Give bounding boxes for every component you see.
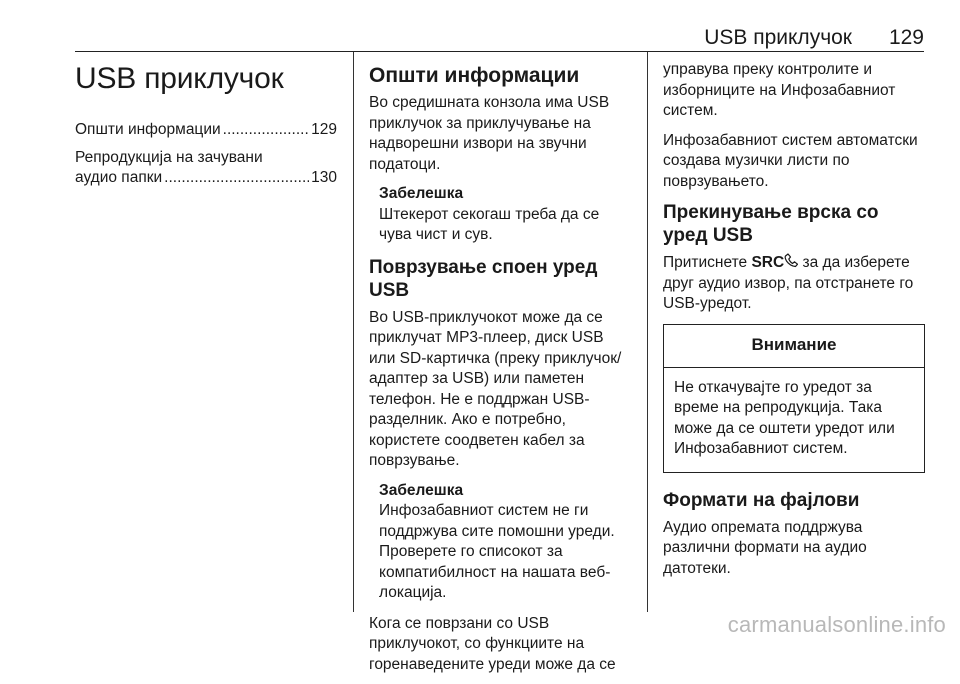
toc-leader <box>164 168 309 188</box>
page-header <box>75 22 924 52</box>
src-phone-icon <box>784 254 798 271</box>
section-heading: Формати на фајлови <box>663 489 860 511</box>
paragraph: управува преку контролите и изборниците на Инфозабавниот систем. <box>663 61 896 119</box>
text-span: за да изберете друг аудио извор, па отстранете го USB-уредот. <box>663 254 914 312</box>
note-text: Инфозабавниот систем не ги поддржува сите помошни уреди. Проверете го списокот за компатибилност на нашата веб-локација. <box>379 502 615 601</box>
note-label: Забелешка <box>379 185 464 202</box>
toc-entry-label-cont: аудио папки <box>75 169 163 186</box>
toc-entry-label: Репродукција на зачувани <box>75 149 263 166</box>
toc-entry[interactable] <box>75 148 337 188</box>
section-heading: Прекинување врска со уред USB <box>663 202 879 246</box>
paragraph: Во средишната конзола има USB приклучок за приклучување на надворешни извори на звучни податоци. <box>369 94 610 173</box>
paragraph <box>663 253 925 315</box>
note-block <box>379 481 631 604</box>
paragraph: Аудио опремата поддржува различни формати на аудио датотеки. <box>663 518 867 577</box>
toc-entry[interactable] <box>75 120 337 140</box>
chapter-title: USB приклучок <box>75 62 284 95</box>
toc-entry-page: 129 <box>311 121 337 138</box>
toc-entry-label: Општи информации <box>75 121 221 138</box>
section-heading: Поврзување споен уред USB <box>369 256 598 301</box>
caution-box <box>663 324 925 473</box>
text-span: Притиснете <box>663 254 752 271</box>
toc-entry-page: 130 <box>311 169 337 186</box>
paragraph: Кога се поврзани со USB приклучокот, со функциите на горенаведените уреди може да се <box>369 614 616 673</box>
note-block <box>379 184 631 246</box>
column-1 <box>75 60 337 196</box>
paragraph: Инфозабавниот систем автоматски создава музички листи по поврзувањето. <box>663 131 918 190</box>
note-label: Забелешка <box>379 481 464 499</box>
section-heading: Општи информации <box>369 64 580 87</box>
caution-text: Не откачувајте го уредот за време на репродукција. Така може да се оштети уредот или Инфозабавниот систем. <box>674 378 895 457</box>
header-title: USB приклучок <box>704 26 852 49</box>
column-2 <box>369 60 631 684</box>
column-divider-1 <box>353 52 354 612</box>
watermark: carmanualsonline.info <box>727 612 946 637</box>
caution-title: Внимание <box>664 325 924 368</box>
note-text: Штекерот секогаш треба да се чува чист и сув. <box>379 205 600 243</box>
column-3 <box>663 60 925 588</box>
toc-leader <box>223 120 309 140</box>
page-number: 129 <box>888 26 924 49</box>
header-divider <box>75 51 924 52</box>
paragraph: Во USB-приклучокот може да се приклучат MP3-плеер, диск USB или SD-картичка (преку приклучок/адаптер за USB) или паметен телефон. Не е поддржан USB-разделник. Ако е потребно, користете соодветен кабел за поврзување. <box>369 308 622 469</box>
src-button-label: SRC <box>751 254 785 271</box>
column-divider-2 <box>647 52 648 612</box>
